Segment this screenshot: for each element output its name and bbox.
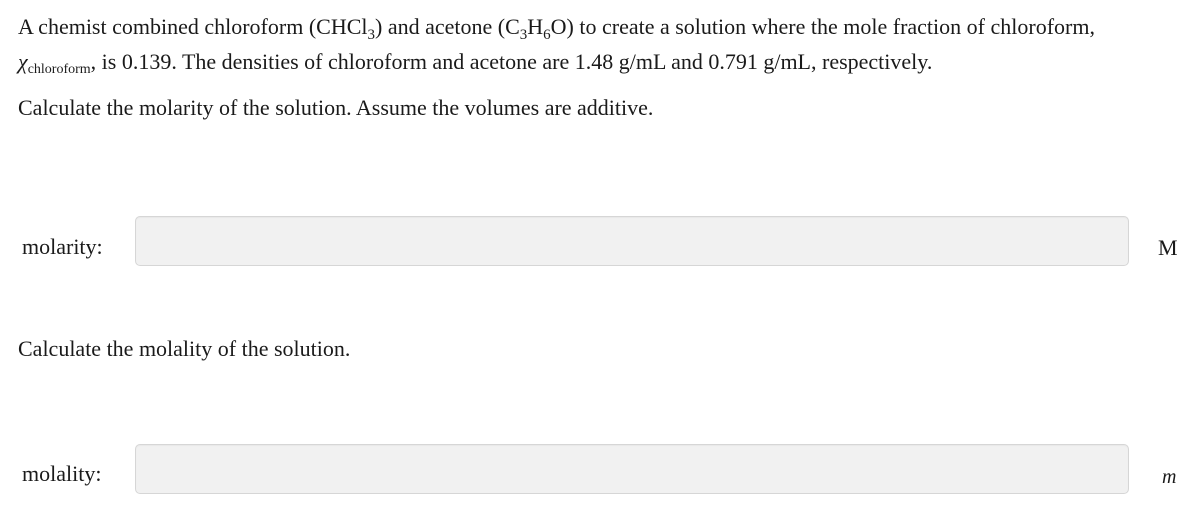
molarity-input[interactable] xyxy=(135,216,1129,266)
statement-text-a: A chemist combined chloroform (CHCl xyxy=(18,14,368,39)
chloroform-subscript: 3 xyxy=(367,27,375,43)
statement-text-b: ) and acetone (C xyxy=(375,14,520,39)
molality-unit: m xyxy=(1162,466,1177,488)
mole-fraction-symbol: χ xyxy=(18,49,28,74)
molality-question: Calculate the molality of the solution. xyxy=(18,336,351,361)
molality-label: molality: xyxy=(22,461,102,486)
carbon-subscript: 3 xyxy=(519,27,528,43)
molarity-question: Calculate the molarity of the solution. Assume the volumes are additive. xyxy=(18,95,654,120)
molarity-label: molarity: xyxy=(22,234,103,259)
problem-statement-line-1 xyxy=(18,14,1095,43)
mole-fraction-subscript: chloroform xyxy=(27,62,91,77)
molarity-unit: M xyxy=(1158,235,1178,260)
statement-text-c: H xyxy=(527,14,544,39)
statement-text-d: O) to create a solution where the mole fraction of chloroform, xyxy=(550,14,1095,39)
molality-input[interactable] xyxy=(135,444,1129,494)
problem-statement-line-2 xyxy=(18,51,932,77)
hydrogen-subscript: 6 xyxy=(543,27,551,43)
statement-text-line2: , is 0.139. The densities of chloroform and acetone are 1.48 g/mL and 0.791 g/mL, respectively. xyxy=(90,49,933,74)
